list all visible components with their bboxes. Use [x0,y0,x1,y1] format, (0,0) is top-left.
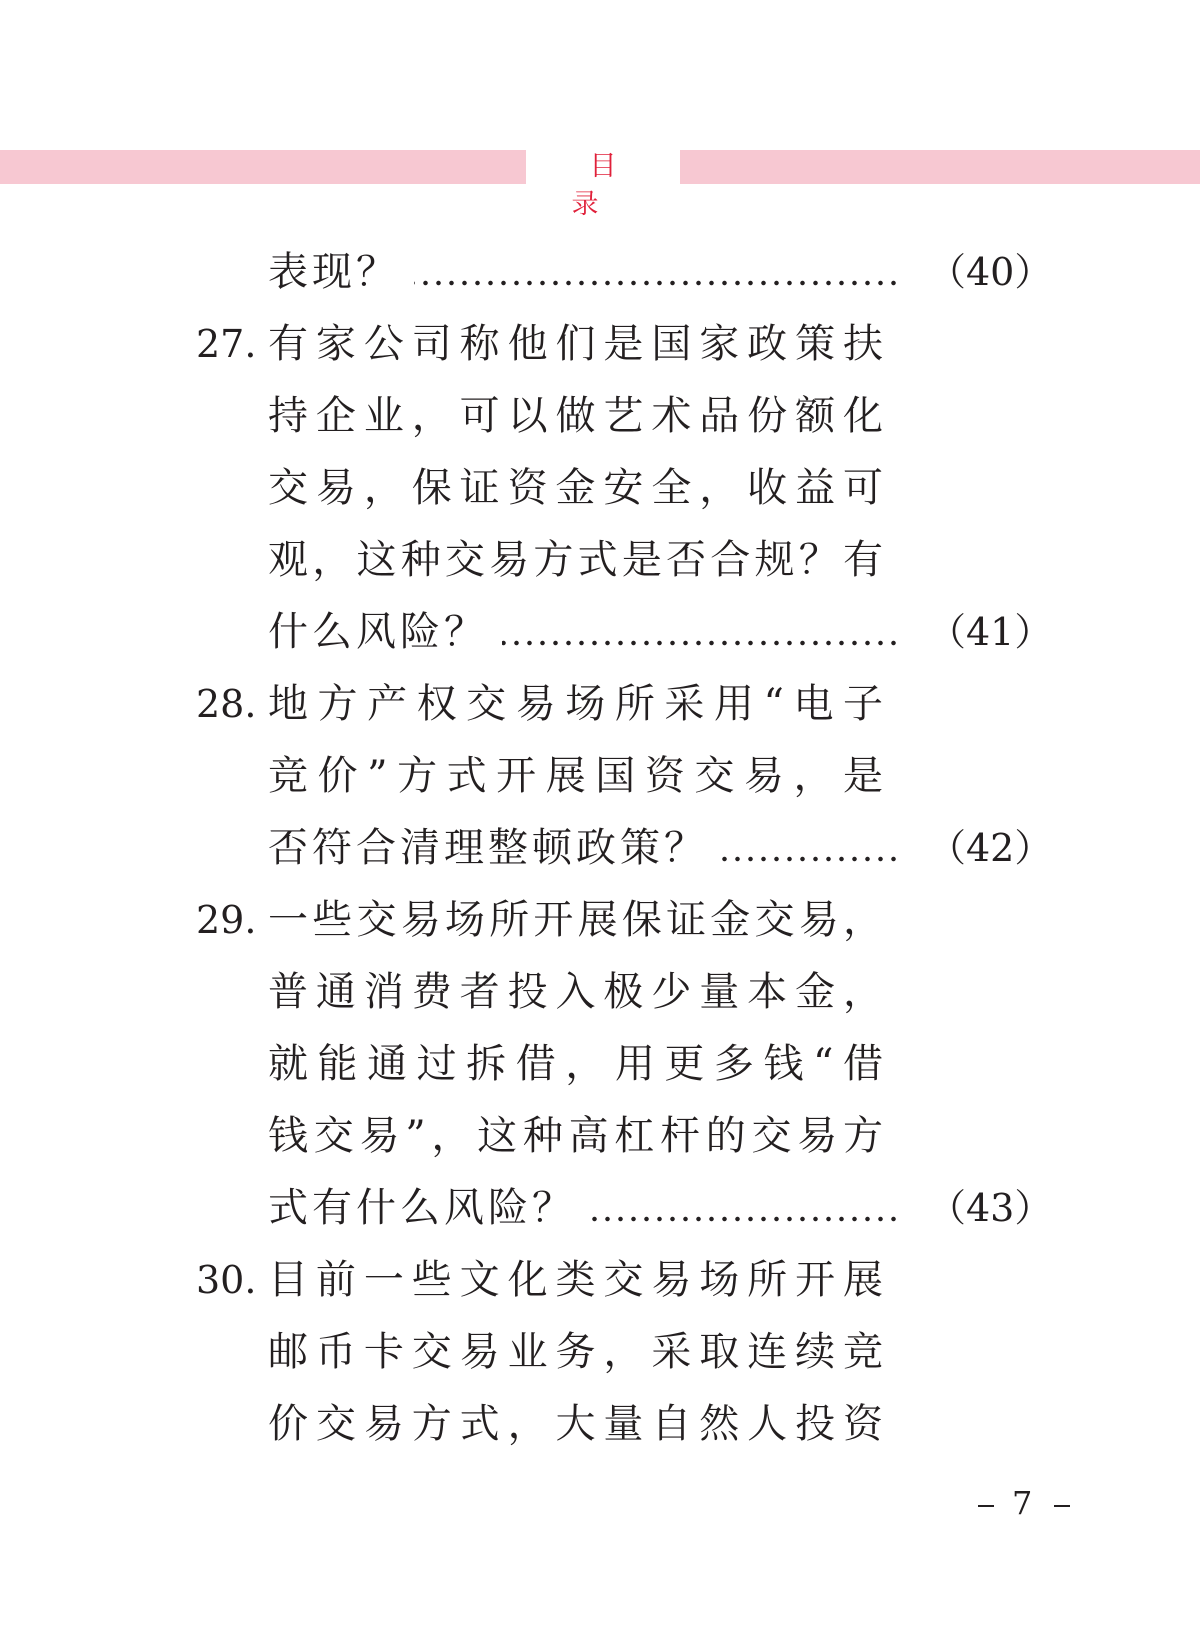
toc-item-text: 表现？ [268,249,400,295]
header-title: 目 录 [571,151,653,220]
toc-line [0,1244,1200,1316]
page-number: 7 [1012,1484,1037,1522]
toc-line [0,452,1200,524]
dot-leader [502,640,900,646]
toc-page-reference: （42） [928,826,1053,870]
dot-leader [414,280,900,286]
toc-item-number: 30. [196,1258,257,1302]
toc-item-text: 价交易方式，大量自然人投资 [268,1401,883,1447]
toc-line [0,1316,1200,1388]
toc-item-text: 持企业，可以做艺术品份额化 [268,393,883,439]
toc-item-text: 一些交易场所开展保证金交易， [268,897,883,943]
page-footer [960,1484,1088,1522]
toc-item-text: 目前一些文化类交易场所开展 [268,1257,883,1303]
toc-line [0,1388,1200,1460]
toc-item-text: 钱交易”，这种高杠杆的交易方 [268,1113,883,1159]
toc-item-text: 式有什么风险？ [268,1185,576,1231]
dot-leader [722,856,900,862]
toc-line [0,236,1200,308]
running-header [0,150,1200,220]
toc-line [0,956,1200,1028]
toc-item-text: 邮币卡交易业务，采取连续竞 [268,1329,883,1375]
toc-line [0,308,1200,380]
dot-leader [590,1216,900,1222]
toc-item-text: 地方产权交易场所采用“电子 [268,681,883,727]
toc-item-text: 交易，保证资金安全，收益可 [268,465,883,511]
toc-line [0,596,1200,668]
toc-item-text: 观，这种交易方式是否合规？有 [268,537,883,583]
toc-item-text: 有家公司称他们是国家政策扶 [268,321,883,367]
toc-line [0,524,1200,596]
toc-line [0,668,1200,740]
toc-line [0,380,1200,452]
toc-item-text: 竞价”方式开展国资交易，是 [268,753,883,799]
toc-page-reference: （41） [928,610,1053,654]
header-band-left [0,150,526,184]
toc-line [0,1172,1200,1244]
page-number-dash-right [1054,1505,1070,1507]
toc-item-text: 普通消费者投入极少量本金， [268,969,883,1015]
table-of-contents [0,236,1200,1460]
toc-item-text: 否符合清理整顿政策？ [268,825,708,871]
toc-line [0,812,1200,884]
toc-item-text: 什么风险？ [268,609,488,655]
toc-line [0,740,1200,812]
toc-page-reference: （43） [928,1186,1053,1230]
toc-item-number: 29. [196,898,257,942]
toc-line [0,884,1200,956]
toc-item-number: 28. [196,682,257,726]
toc-line [0,1100,1200,1172]
toc-line [0,1028,1200,1100]
toc-item-text: 就能通过拆借，用更多钱“借 [268,1041,883,1087]
toc-page-reference: （40） [928,250,1053,294]
page-number-dash-left [978,1505,994,1507]
toc-item-number: 27. [196,322,257,366]
header-band-right [680,150,1200,184]
